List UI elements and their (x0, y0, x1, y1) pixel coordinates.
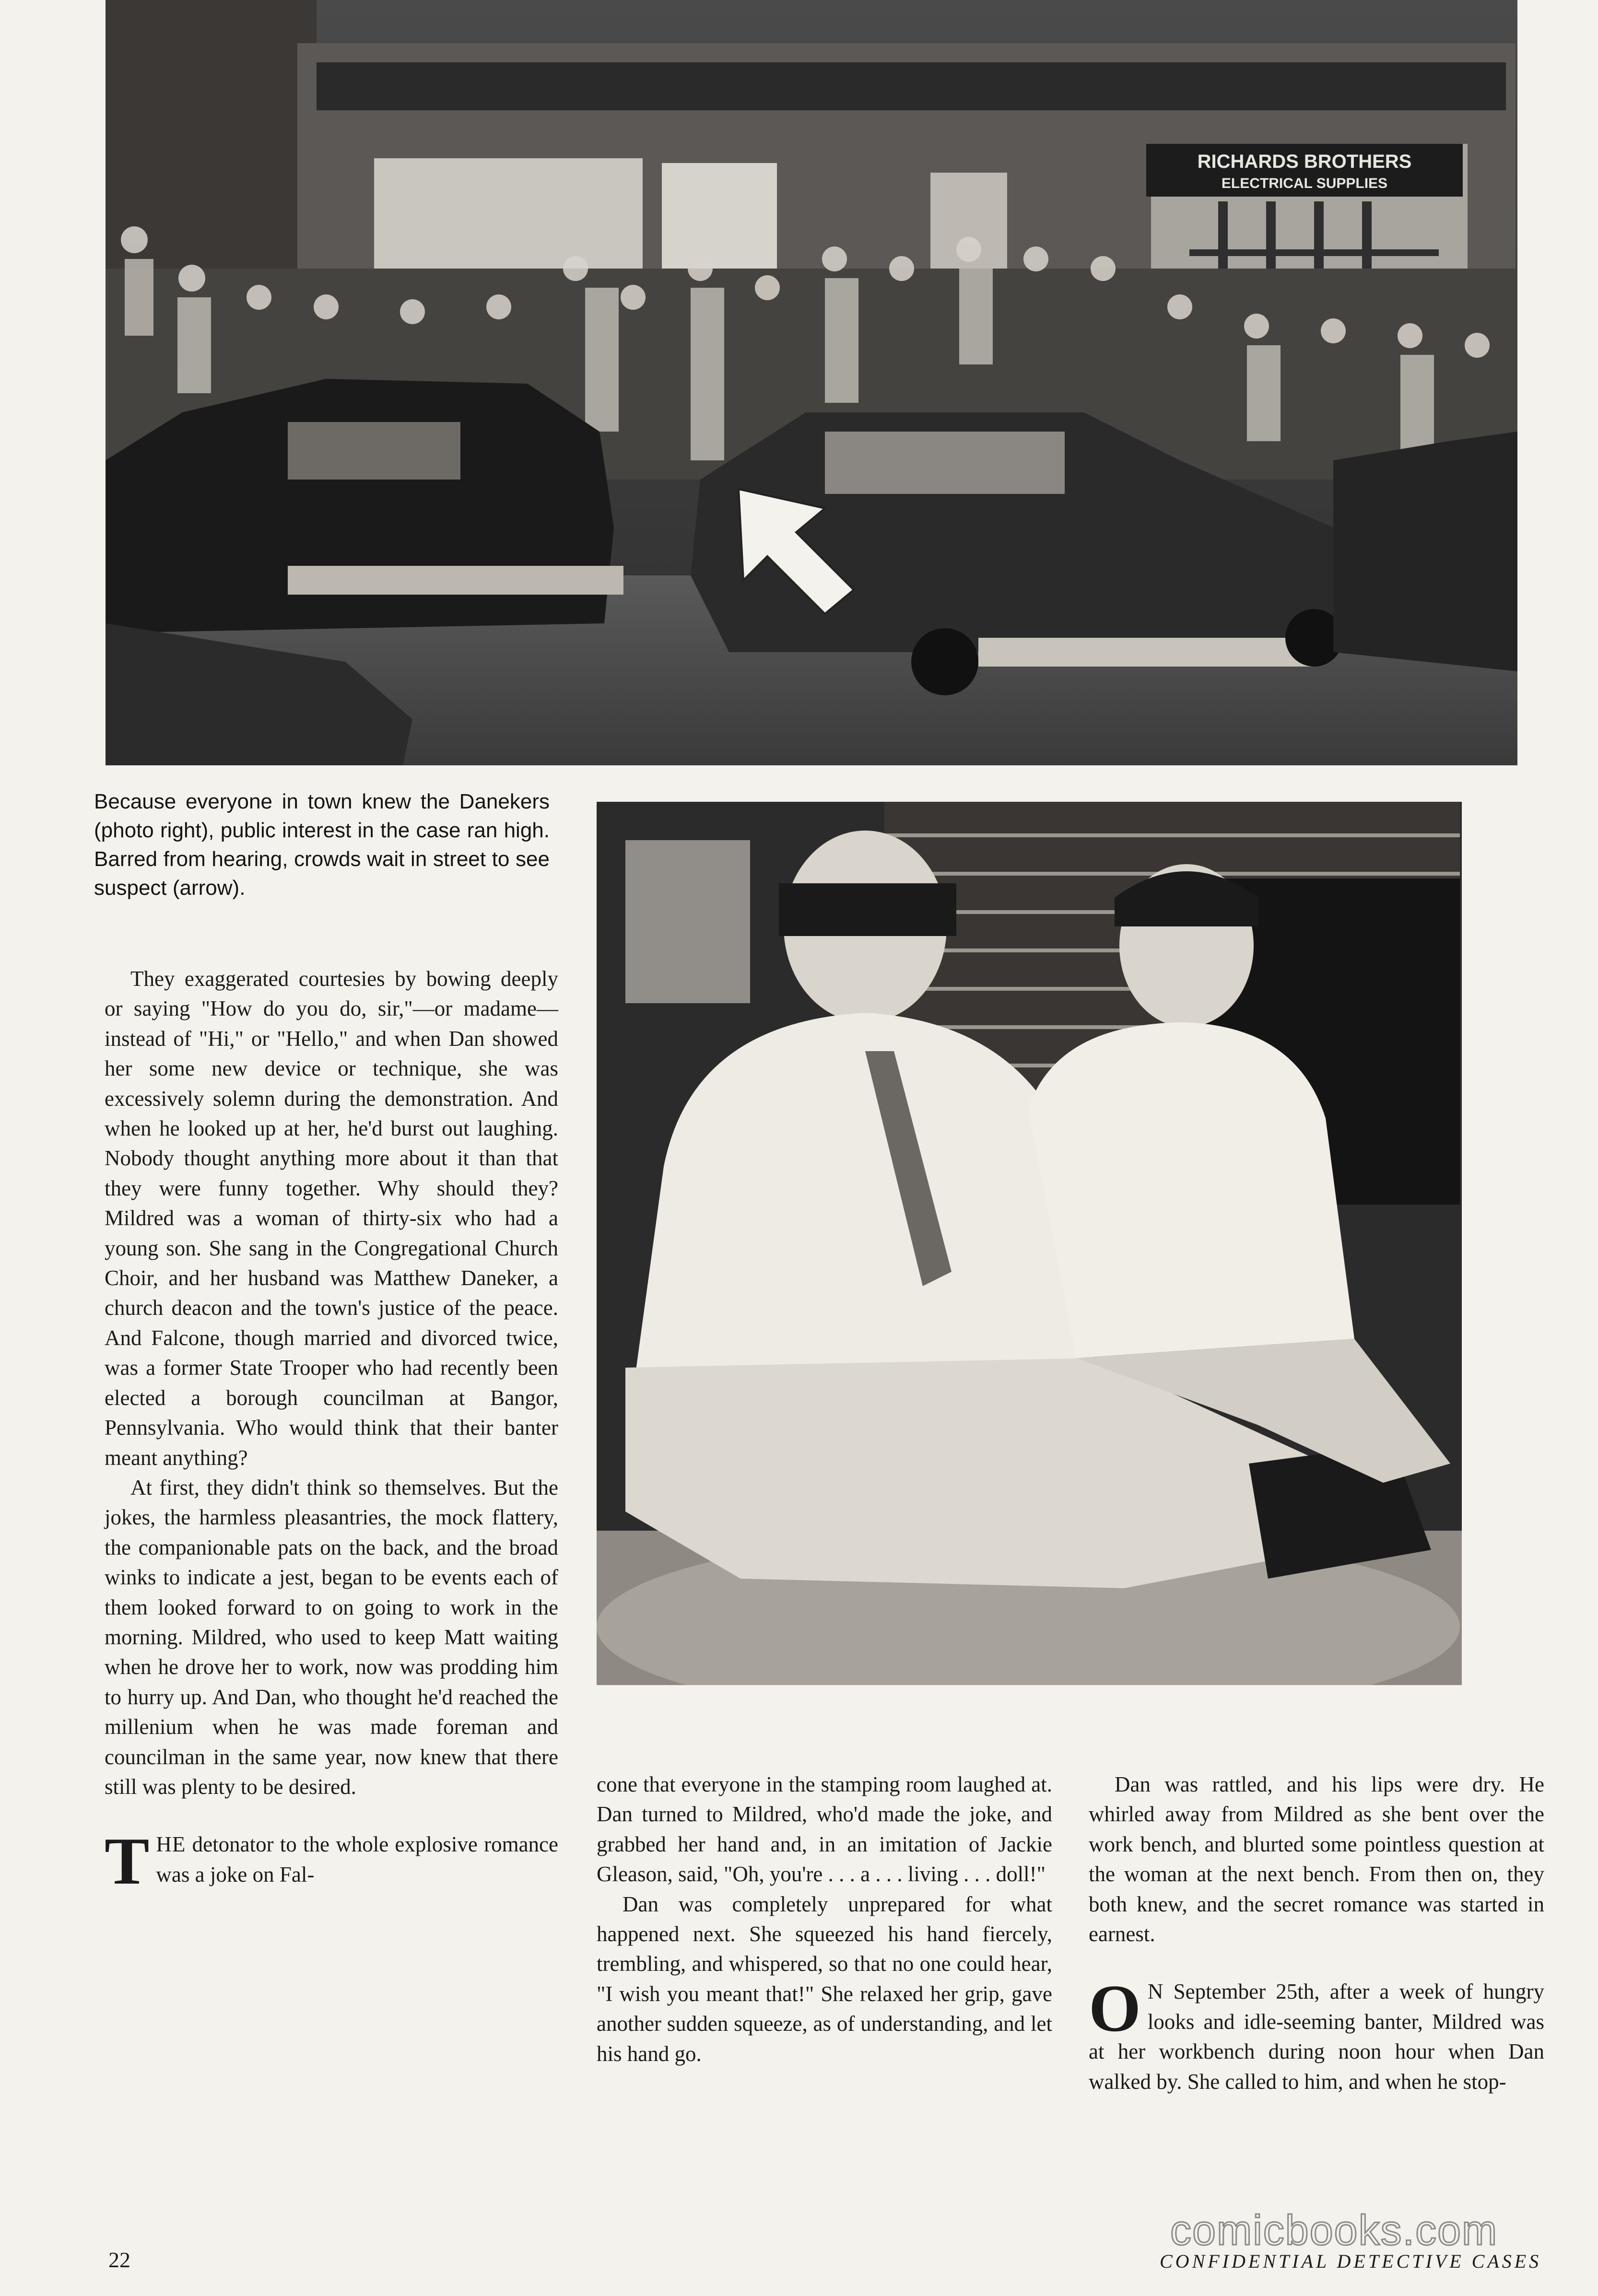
text-column-2 (597, 1769, 1052, 2069)
paragraph: cone that everyone in the stamping room laughed at. Dan turned to Mildred, who'd made the joke, and grabbed her hand and, in an imitation of Jackie Gleason, said, "Oh, you're . . . a . . . living . . . doll!" (597, 1772, 1052, 1886)
paragraph-dropcap (105, 1824, 559, 1899)
text-column-1 (105, 964, 559, 1899)
store-sign-line2: ELECTRICAL SUPPLIES (1221, 176, 1388, 191)
paragraph: Dan was completely unprepared for what happened next. She squeezed his hand fiercely, trembling, and whispered, so that no one could hear, "I wish you meant that!" She relaxed her grip, gave another sudden squeeze, as of understanding, and let his hand go. (597, 1892, 1052, 2066)
couple-portrait-photo (597, 802, 1462, 1685)
text-column-3 (1089, 1769, 1544, 2097)
lead-word: HE (156, 1832, 186, 1857)
photo-caption: Because everyone in town knew the Danekers (photo right), public interest in the case ran high. Barred from hearing, crowds wait in street to see suspect (arrow). (94, 790, 550, 900)
crowd-street-photo (106, 0, 1517, 765)
paragraph: Dan was rattled, and his lips were dry. He whirled away from Mildred as she bent over the work bench, and blurted some pointless question at the woman at the next bench. From then on, they both knew, and the secret romance was started in earnest. (1089, 1772, 1544, 1946)
car-left (106, 379, 623, 633)
paragraph: At first, they didn't think so themselves. But the jokes, the harmless pleasantries, the mock flattery, the companionable pats on the back, and the broad winks to indicate a jest, began to be events each of them looked forward to on going to work in the morning. Mildred, who used to keep Matt waiting when he drove her to work, now was prodding him to hurry up. And Dan, who thought he'd reached the millenium when he was made foreman and councilman in the same year, now knew that there still was plenty to be desired. (105, 1475, 558, 1799)
paragraph-text: detonator to the whole explosive romance was a joke on Fal- (156, 1832, 559, 1886)
paragraph: They exaggerated courtesies by bowing deeply or saying "How do you do, sir,"—or madame—instead of "Hi," or "Hello," and when Dan showed her some new device or technique, she was excessively solemn during the demonstration. And when he looked up at her, he'd burst out laughing. Nobody thought anything more about it than that they were funny together. Why should they? Mildred was a woman of thirty-six who had a young son. She sang in the Congregational Church Choir, and her husband was Matthew Daneker, a church deacon and the town's justice of the peace. And Falcone, though married and divorced twice, was a former State Trooper who had recently been elected a borough councilman at Bangor, Pennsylvania. Who would think that their banter meant anything? (105, 967, 558, 1470)
page-number: 22 (108, 2248, 130, 2272)
paragraph-dropcap (1089, 1971, 1544, 2097)
store-sign-line1: RICHARDS BROTHERS (1197, 151, 1412, 172)
drop-cap: O (1089, 1971, 1141, 2046)
paragraph-text: N September 25th, after a week of hungry looks and idle-seeming banter, Mildred was at her workbench during noon hour when Dan walked by. She called to him, and when he stop- (1089, 1980, 1544, 2094)
watermark: comicbooks.com (1170, 2206, 1498, 2254)
drop-cap: T (105, 1824, 150, 1899)
magazine-title: CONFIDENTIAL DETECTIVE CASES (1160, 2250, 1542, 2272)
